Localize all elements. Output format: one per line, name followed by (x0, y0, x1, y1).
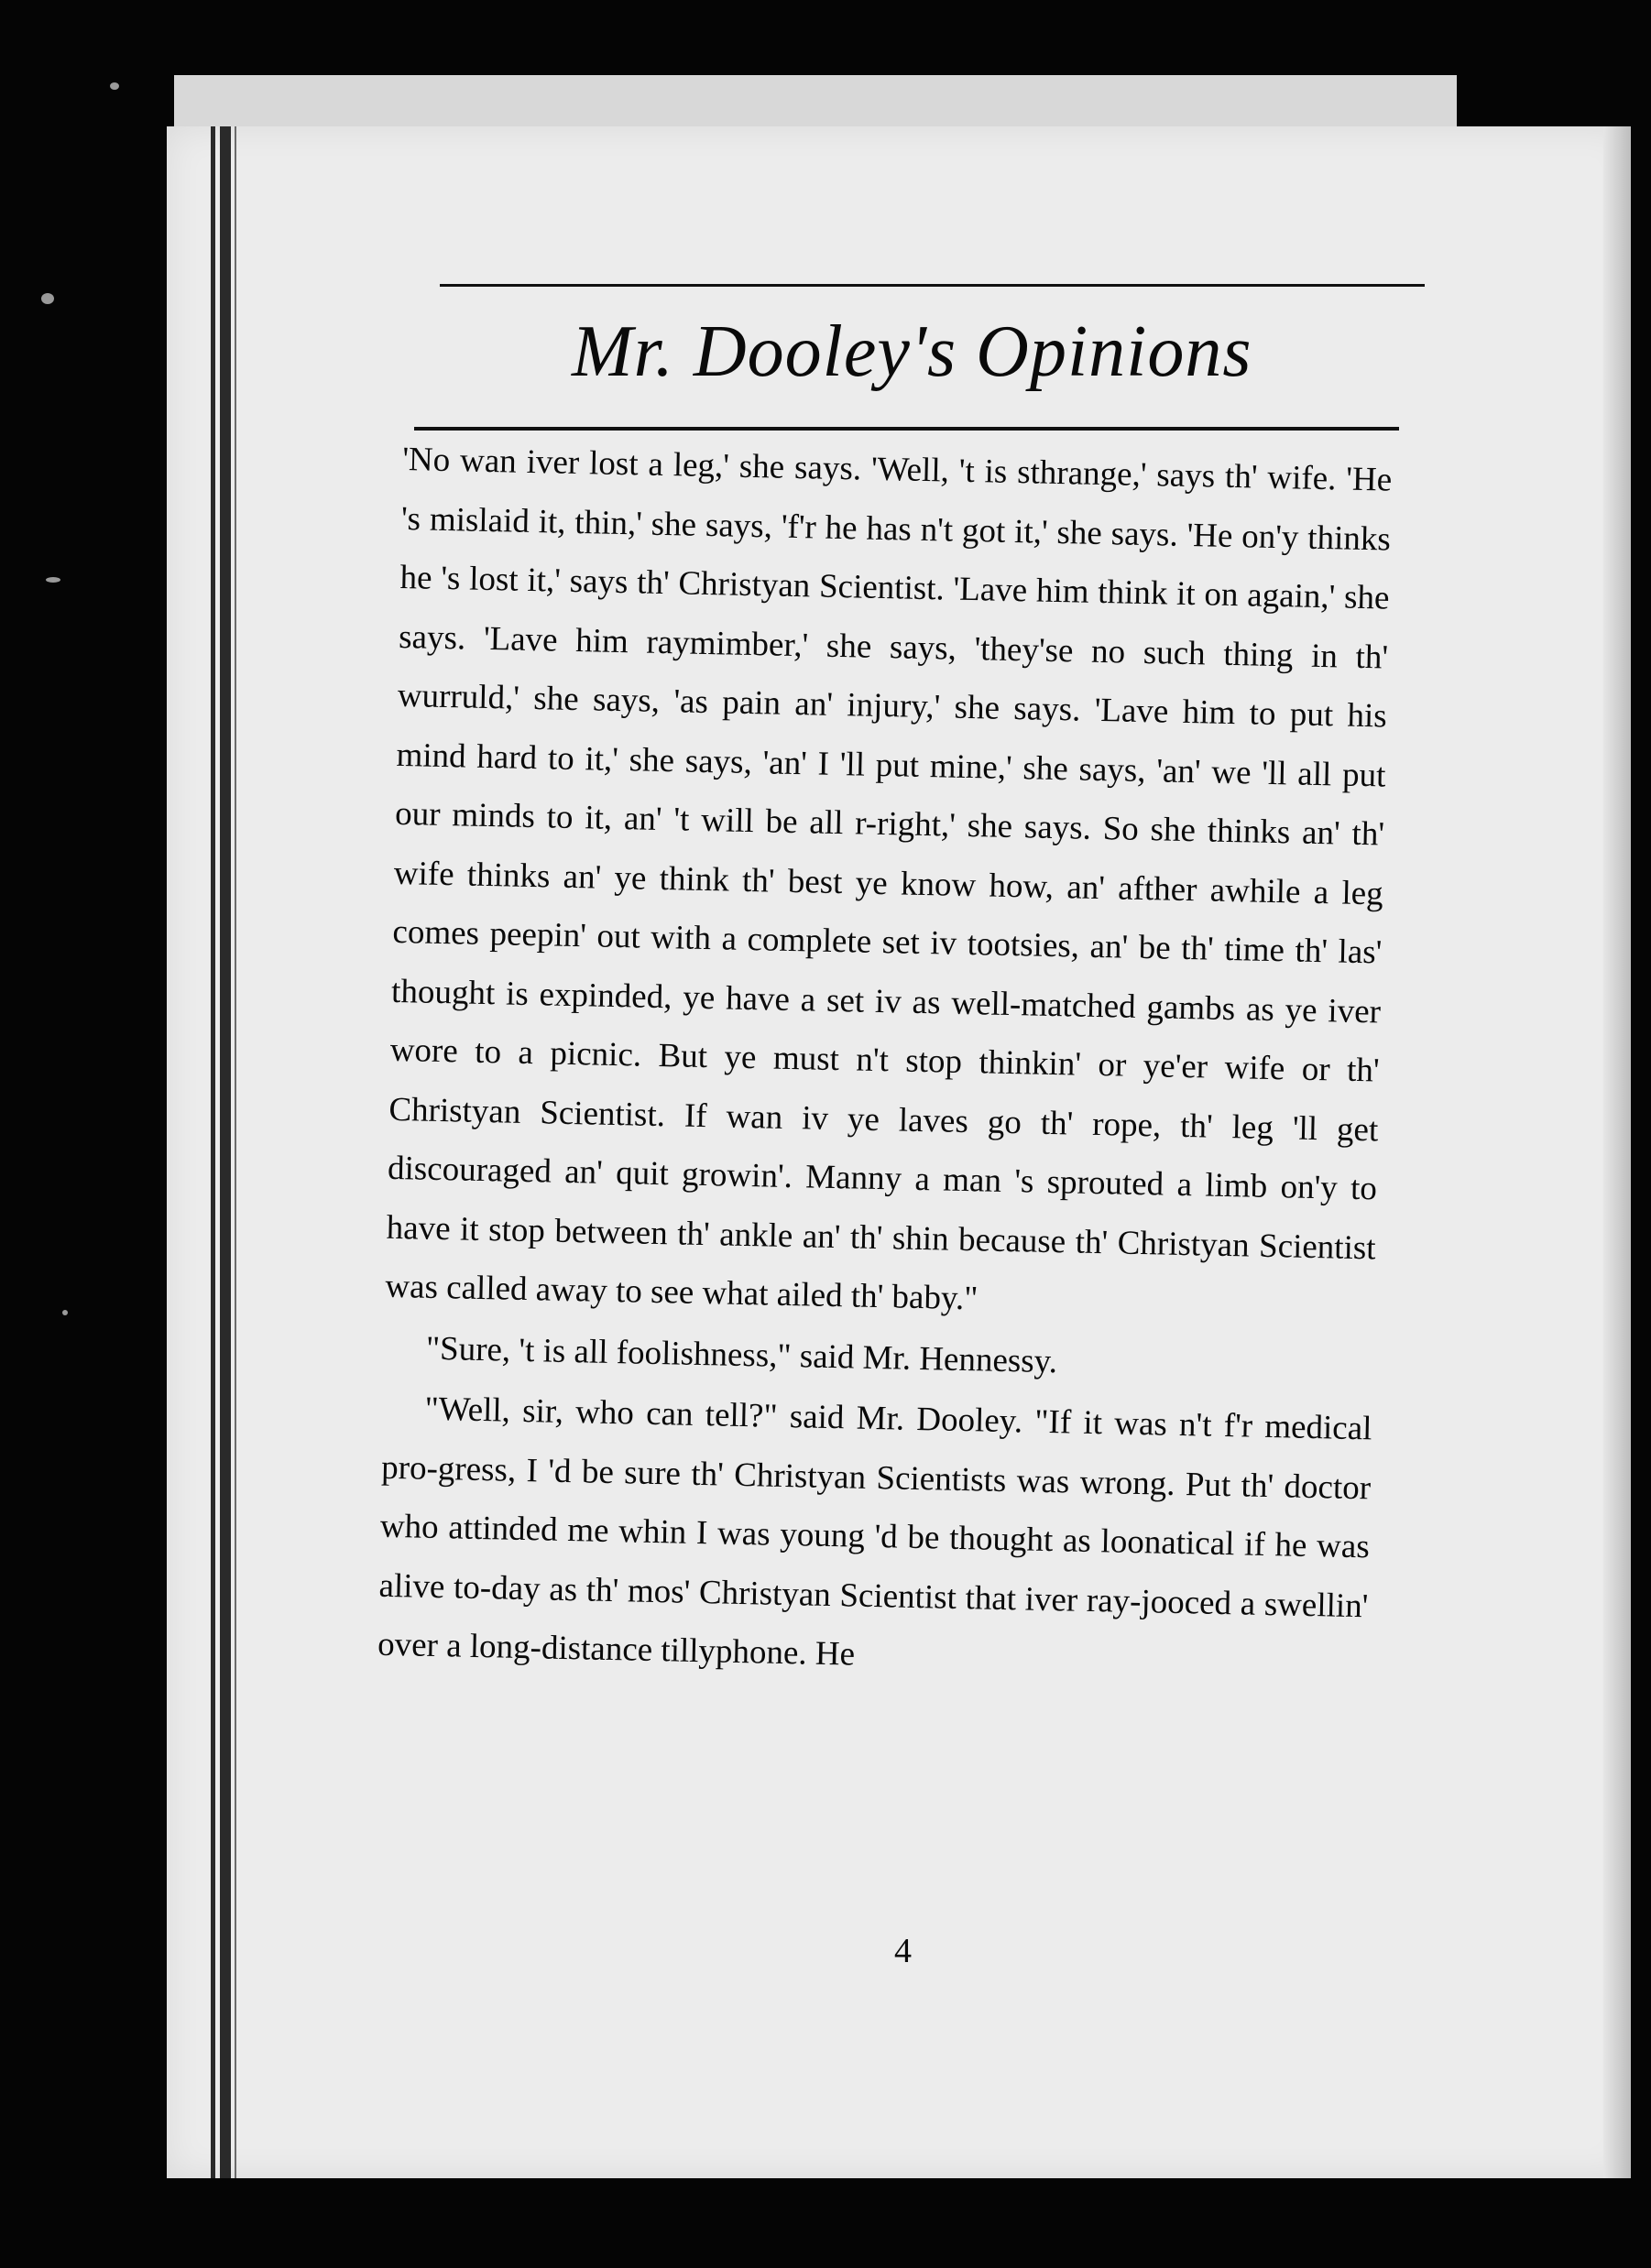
scan-speck (62, 1310, 68, 1315)
scan-speck (41, 293, 54, 304)
page-edge (1603, 126, 1631, 2178)
paragraph: "Sure, 't is all foolishness," said Mr. Hennessy. (425, 1329, 1058, 1380)
scan-speck (46, 577, 60, 583)
paragraph: 'No wan iver lost a leg,' she says. 'Well, 't is sthrange,' says th' wife. 'He 's mislaid it, thin,' she says, 'f'r he has n't got it,' she says. 'He on'y thinks he 's lost it,' says th' Christyan Scientist. 'Lave him think it on again,' she says. 'Lave him raymimber,' she says, 'they'se no such thing in th' wurruld,' she says, 'as pain an' injury,' she says. 'Lave him to put his mind hard to it,' she says, 'an' I 'll put mine,' she says, 'an' we 'll all put our minds to it, an' 't will be all r-right,' she says. So she thinks an' th' wife thinks an' ye think th' best ye know how, an' afther awhile a leg comes peepin' out with a complete set iv tootsies, an' be th' time th' las' thought is expinded, ye have a set iv as well-matched gambs as ye iver wore to a picnic. But ye must n't stop thinkin' or ye'er wife or th' Christyan Scientist. If wan iv ye laves go th' rope, th' leg 'll get discouraged an' quit growin'. Manny a man 's sprouted a limb on'y to have it stop between th' ankle an' th' shin because th' Christyan Scientist was called away to see what ailed th' baby." (385, 440, 1393, 1318)
page-number: 4 (894, 1932, 912, 1970)
scan-speck (110, 82, 119, 90)
spine-shadow (220, 126, 231, 2178)
spine-shadow (235, 126, 236, 2178)
spine-shadow (211, 126, 215, 2178)
header-rule-top (440, 284, 1425, 287)
running-head-title: Mr. Dooley's Opinions (572, 311, 1252, 392)
paragraph: "Well, sir, who can tell?" said Mr. Dooley. "If it was n't f'r medical pro-gress, I 'd be sure th' Christyan Scientists was wrong. Put th' doctor who attinded me whin I was young 'd be thought as loonatical if he was alive to-day as th' mos' Christyan Scientist that iver ray-jooced a swellin' over a long-distance tillyphone. He (377, 1390, 1372, 1674)
header-rule-bottom (414, 427, 1399, 431)
body-text (377, 431, 1393, 1696)
